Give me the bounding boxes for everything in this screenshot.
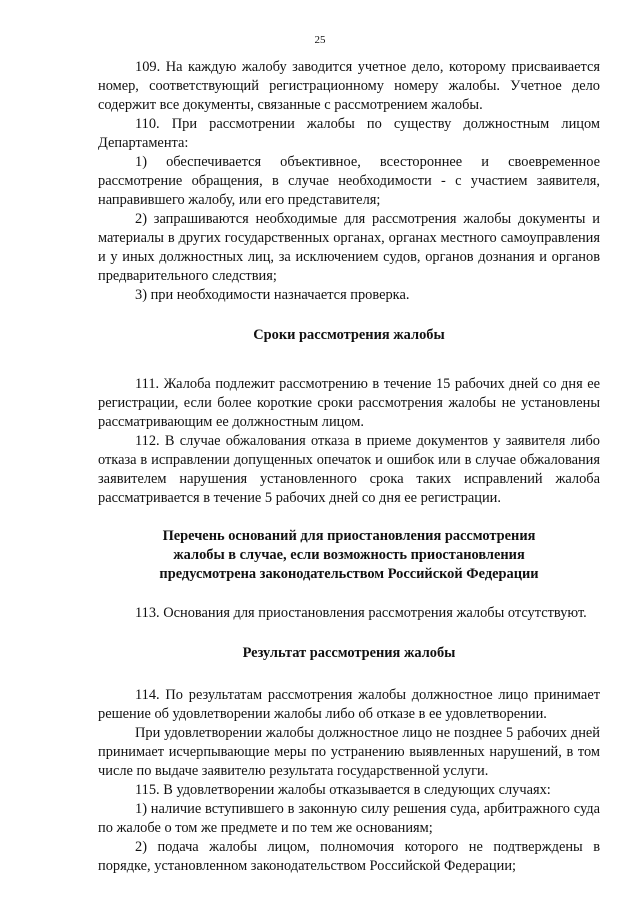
- section-heading-suspension-line-2: жалобы в случае, если возможность приостановления: [173, 547, 525, 563]
- paragraph-115-item-1: 1) наличие вступившего в законную силу решения суда, арбитражного суда по жалобе о том же предмете и по тем же основаниям;: [98, 801, 600, 836]
- paragraph-113: 113. Основания для приостановления рассмотрения жалобы отсутствуют.: [135, 605, 587, 621]
- section-heading-suspension: [98, 527, 600, 584]
- section-heading-result: Результат рассмотрения жалобы: [242, 645, 456, 661]
- paragraph-110-item-2: 2) запрашиваются необходимые для рассмотрения жалобы документы и материалы в других государственных органах, органах местного самоуправления и у иных должностных лиц, за исключением судов, органов дознания и органов предварительного следствия;: [98, 211, 600, 284]
- paragraph-109: 109. На каждую жалобу заводится учетное дело, которому присваивается номер, соответствующий регистрационному номеру жалобы. Учетное дело содержит все документы, связанные с рассмотрением жалобы.: [98, 59, 600, 113]
- section-heading-suspension-line-3: предусмотрена законодательством Российской Федерации: [159, 566, 539, 582]
- paragraph-112: 112. В случае обжалования отказа в приеме документов у заявителя либо отказа в исправлении допущенных опечаток и ошибок или в случае обжалования заявителем нарушения установленного срока таких исправлений жалоба рассматривается в течение 5 рабочих дней со дня ее регистрации.: [98, 433, 600, 506]
- paragraph-110-item-3: 3) при необходимости назначается проверка.: [135, 287, 410, 303]
- paragraph-115: 115. В удовлетворении жалобы отказывается в следующих случаях:: [135, 782, 551, 798]
- paragraph-110: 110. При рассмотрении жалобы по существу должностным лицом Департамента:: [98, 116, 600, 151]
- paragraph-114-satisfaction: При удовлетворении жалобы должностное лицо не позднее 5 рабочих дней принимает исчерпывающие меры по устранению выявленных нарушений, в том числе по выдаче заявителю результата государственной услуги.: [98, 725, 600, 779]
- document-body: [98, 58, 600, 876]
- paragraph-114: 114. По результатам рассмотрения жалобы должностное лицо принимает решение об удовлетворении жалобы либо об отказе в ее удовлетворении.: [98, 687, 600, 722]
- section-heading-terms: Сроки рассмотрения жалобы: [253, 327, 445, 343]
- paragraph-110-item-1: 1) обеспечивается объективное, всестороннее и своевременное рассмотрение обращения, в случае необходимости - с участием заявителя, направившего жалобу, или его представителя;: [98, 154, 600, 208]
- paragraph-111: 111. Жалоба подлежит рассмотрению в течение 15 рабочих дней со дня ее регистрации, если более короткие сроки рассмотрения жалобы не установлены рассматривающим ее должностным лицом.: [98, 376, 600, 430]
- section-heading-suspension-line-1: Перечень оснований для приостановления рассмотрения: [162, 528, 536, 544]
- page-number: 25: [314, 34, 326, 46]
- paragraph-115-item-2: 2) подача жалобы лицом, полномочия которого не подтверждены в порядке, установленном законодательством Российской Федерации;: [98, 839, 600, 874]
